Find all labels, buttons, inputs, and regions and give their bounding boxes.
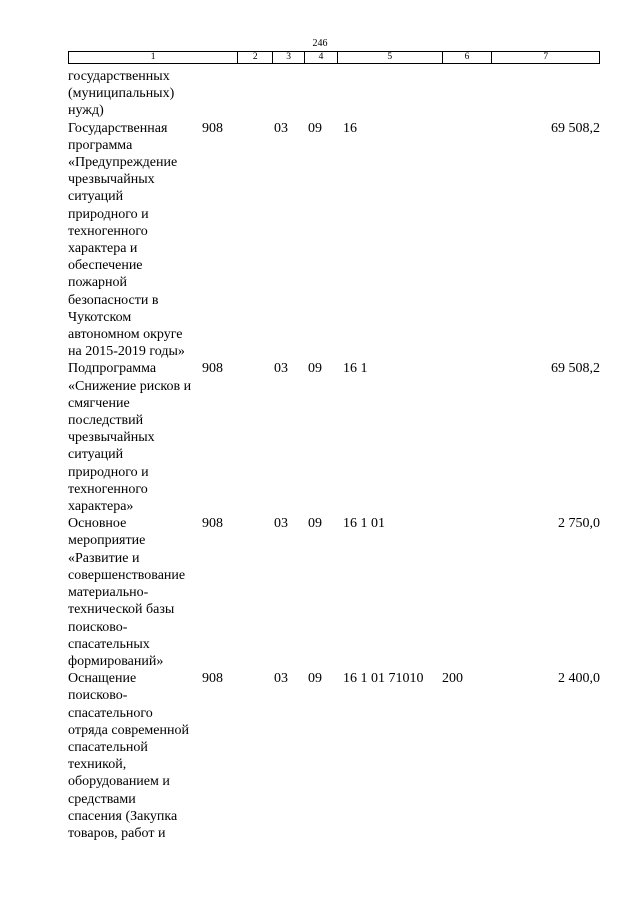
column-header-6: 6 xyxy=(443,52,493,63)
row-subsection: 09 xyxy=(308,516,322,532)
row-amount: 69 508,2 xyxy=(551,120,600,136)
row-name: Основное мероприятие «Развитие и совершенствование материально- технической базы поисково- спасательных формирований» xyxy=(68,516,186,669)
row-grbs: 908 xyxy=(202,361,223,377)
row-expense-type: 200 xyxy=(442,671,463,687)
row-grbs: 908 xyxy=(202,516,223,532)
column-header-3: 3 xyxy=(273,52,305,63)
row-section: 03 xyxy=(274,361,288,377)
table-header xyxy=(68,51,600,64)
table-row xyxy=(68,670,600,842)
row-subsection: 09 xyxy=(308,361,322,377)
table-row xyxy=(68,120,600,361)
row-amount: 2 400,0 xyxy=(558,671,600,687)
row-name: Оснащение поисково- спасательного отряда современной спасательной техникой, оборудованием и средствами спасения (Закупка товаров, работ и xyxy=(68,671,189,841)
row-subsection: 09 xyxy=(308,671,322,687)
row-name: Подпрограмма «Снижение рисков и смягчение последствий чрезвычайных ситуаций природного и техногенного характера» xyxy=(68,361,192,515)
row-subsection: 09 xyxy=(308,120,322,136)
row-grbs: 908 xyxy=(202,671,223,687)
row-section: 03 xyxy=(274,120,288,136)
row-target-article: 16 1 01 71010 xyxy=(343,671,424,687)
row-target-article: 16 1 xyxy=(343,361,368,377)
row-amount: 2 750,0 xyxy=(558,516,600,532)
table-row xyxy=(68,68,600,120)
column-header-4: 4 xyxy=(305,52,338,63)
table-body xyxy=(68,68,600,842)
table-row xyxy=(68,360,600,515)
row-name: Государственная программа «Предупреждение чрезвычайных ситуаций природного и техногенного характера и обеспечение пожарной безопасности в Чукотском автономном округе на 2015-2019 годы» xyxy=(68,120,185,360)
row-section: 03 xyxy=(274,516,288,532)
row-section: 03 xyxy=(274,671,288,687)
row-target-article: 16 xyxy=(343,120,357,136)
column-header-2: 2 xyxy=(238,52,273,63)
column-header-7: 7 xyxy=(543,51,549,62)
row-grbs: 908 xyxy=(202,120,223,136)
column-header-5: 5 xyxy=(338,52,443,63)
column-header-1: 1 xyxy=(69,52,238,63)
page-number: 246 xyxy=(312,38,328,49)
row-amount: 69 508,2 xyxy=(551,361,600,377)
row-target-article: 16 1 01 xyxy=(343,516,385,532)
row-name: государственных (муниципальных) нужд) xyxy=(68,69,175,119)
table-row xyxy=(68,515,600,670)
